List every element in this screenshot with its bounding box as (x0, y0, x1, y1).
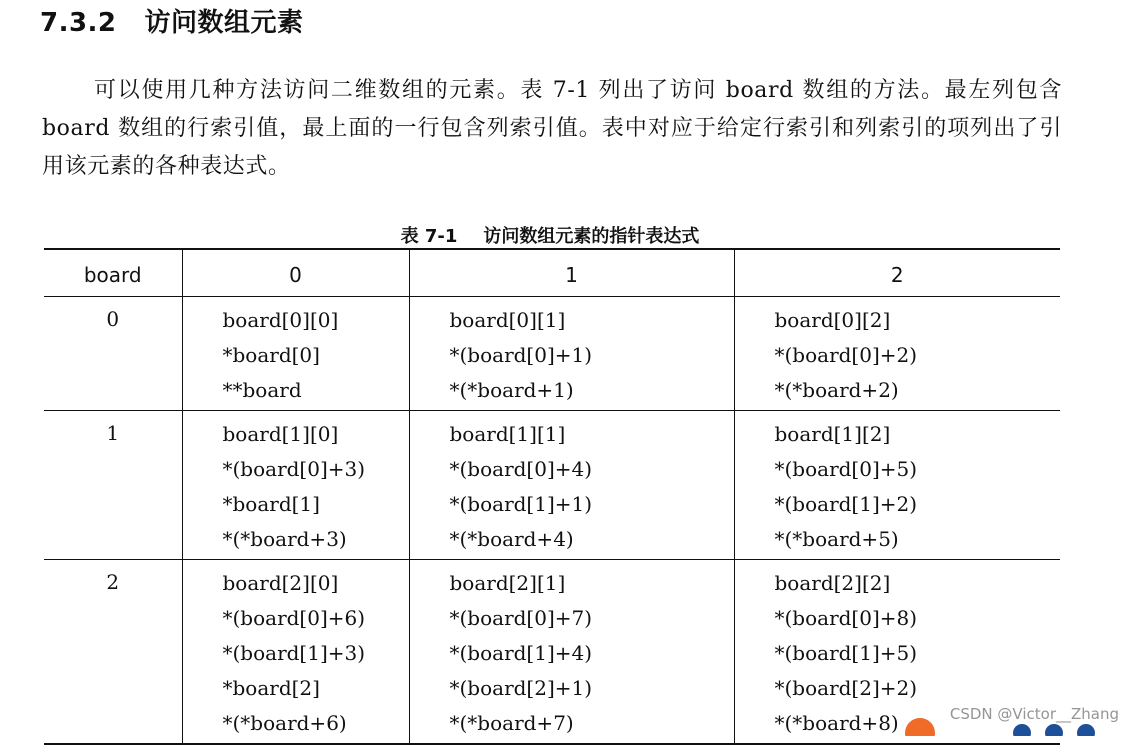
expression-item: board[2][0] (222, 571, 339, 595)
expression-item: *board[1] (222, 492, 320, 516)
expression-cell (182, 411, 409, 560)
expression-item: board[0][2] (774, 308, 891, 332)
csdn-logo-icon (905, 718, 935, 736)
expression-list (183, 560, 409, 743)
header-cell-col-0: 0 (182, 249, 409, 297)
expression-item: board[0][0] (222, 308, 339, 332)
expression-item: board[1][2] (774, 422, 891, 446)
table-caption-title: 访问数组元素的指针表达式 (483, 226, 700, 247)
expression-item: *(board[0]+8) (774, 606, 918, 630)
row-index-cell: 1 (106, 421, 120, 445)
expression-item: *(board[2]+1) (449, 676, 593, 700)
expression-list (183, 297, 409, 410)
expression-cell (409, 297, 734, 411)
expression-item: *(*board+8) (774, 711, 899, 735)
row-index-cell: 0 (106, 307, 120, 331)
section-heading (40, 2, 304, 39)
expression-cell (182, 560, 409, 745)
expression-item: *(board[1]+3) (222, 641, 366, 665)
expression-item: board[1][0] (222, 422, 339, 446)
expression-list (410, 560, 734, 743)
expression-item: *(board[1]+2) (774, 492, 918, 516)
expression-cell (409, 560, 734, 745)
body-paragraph: 可以使用几种方法访问二维数组的元素。表 7-1 列出了访问 board 数组的方法。最左列包含 board 数组的行索引值，最上面的一行包含列索引值。表中对应于给定行索引和列索引的项列出了引用该元素的各种表达式。 (42, 78, 1062, 179)
expression-item: *(board[0]+6) (222, 606, 366, 630)
table-body (44, 297, 1060, 745)
header-cell-col-1: 1 (409, 249, 734, 297)
watermark: CSDN @Victor__Zhang (949, 705, 1119, 723)
table-caption (0, 222, 1100, 248)
header-cell-board: board (83, 263, 142, 287)
expression-cell (182, 297, 409, 411)
expression-item: board[2][2] (774, 571, 891, 595)
section-title: 访问数组元素 (144, 8, 304, 38)
expression-list (183, 411, 409, 559)
expression-item: *(board[1]+1) (449, 492, 593, 516)
expression-item: board[2][1] (449, 571, 566, 595)
expression-list (735, 411, 1061, 559)
toolbar-dot-icon (1045, 724, 1063, 736)
expression-cell (734, 411, 1060, 560)
expression-item: *(board[1]+4) (449, 641, 593, 665)
expression-item: *(board[0]+2) (774, 343, 918, 367)
expression-item: **board (222, 378, 302, 402)
table-row (44, 411, 1060, 560)
expression-item: *(board[0]+7) (449, 606, 593, 630)
expression-list (410, 297, 734, 410)
expression-item: *(board[2]+2) (774, 676, 918, 700)
expression-item: *(*board+5) (774, 527, 899, 551)
expression-item: *(board[0]+1) (449, 343, 593, 367)
expression-item: *(*board+3) (222, 527, 347, 551)
table-row (44, 297, 1060, 411)
expression-item: *(*board+7) (449, 711, 574, 735)
header-cell-col-2: 2 (734, 249, 1060, 297)
expression-cell (409, 411, 734, 560)
expression-item: board[0][1] (449, 308, 566, 332)
expression-list (410, 411, 734, 559)
expression-item: *(board[0]+3) (222, 457, 366, 481)
expression-item: board[1][1] (449, 422, 566, 446)
toolbar-dot-icon (1077, 724, 1095, 736)
toolbar-dot-icon (1013, 724, 1031, 736)
table-header-row (44, 249, 1060, 297)
expression-item: *(board[1]+5) (774, 641, 918, 665)
expression-item: *(*board+4) (449, 527, 574, 551)
expression-item: *board[2] (222, 676, 320, 700)
expression-cell (734, 297, 1060, 411)
expression-item: *board[0] (222, 343, 320, 367)
expression-item: *(*board+1) (449, 378, 574, 402)
expression-item: *(*board+6) (222, 711, 347, 735)
row-index-cell: 2 (106, 570, 120, 594)
expression-item: *(board[0]+5) (774, 457, 918, 481)
section-number: 7.3.2 (40, 8, 117, 38)
expression-list (735, 297, 1061, 410)
table-caption-number: 表 7-1 (400, 226, 458, 247)
expression-item: *(*board+2) (774, 378, 899, 402)
expression-item: *(board[0]+4) (449, 457, 593, 481)
pointer-expression-table (44, 248, 1060, 745)
